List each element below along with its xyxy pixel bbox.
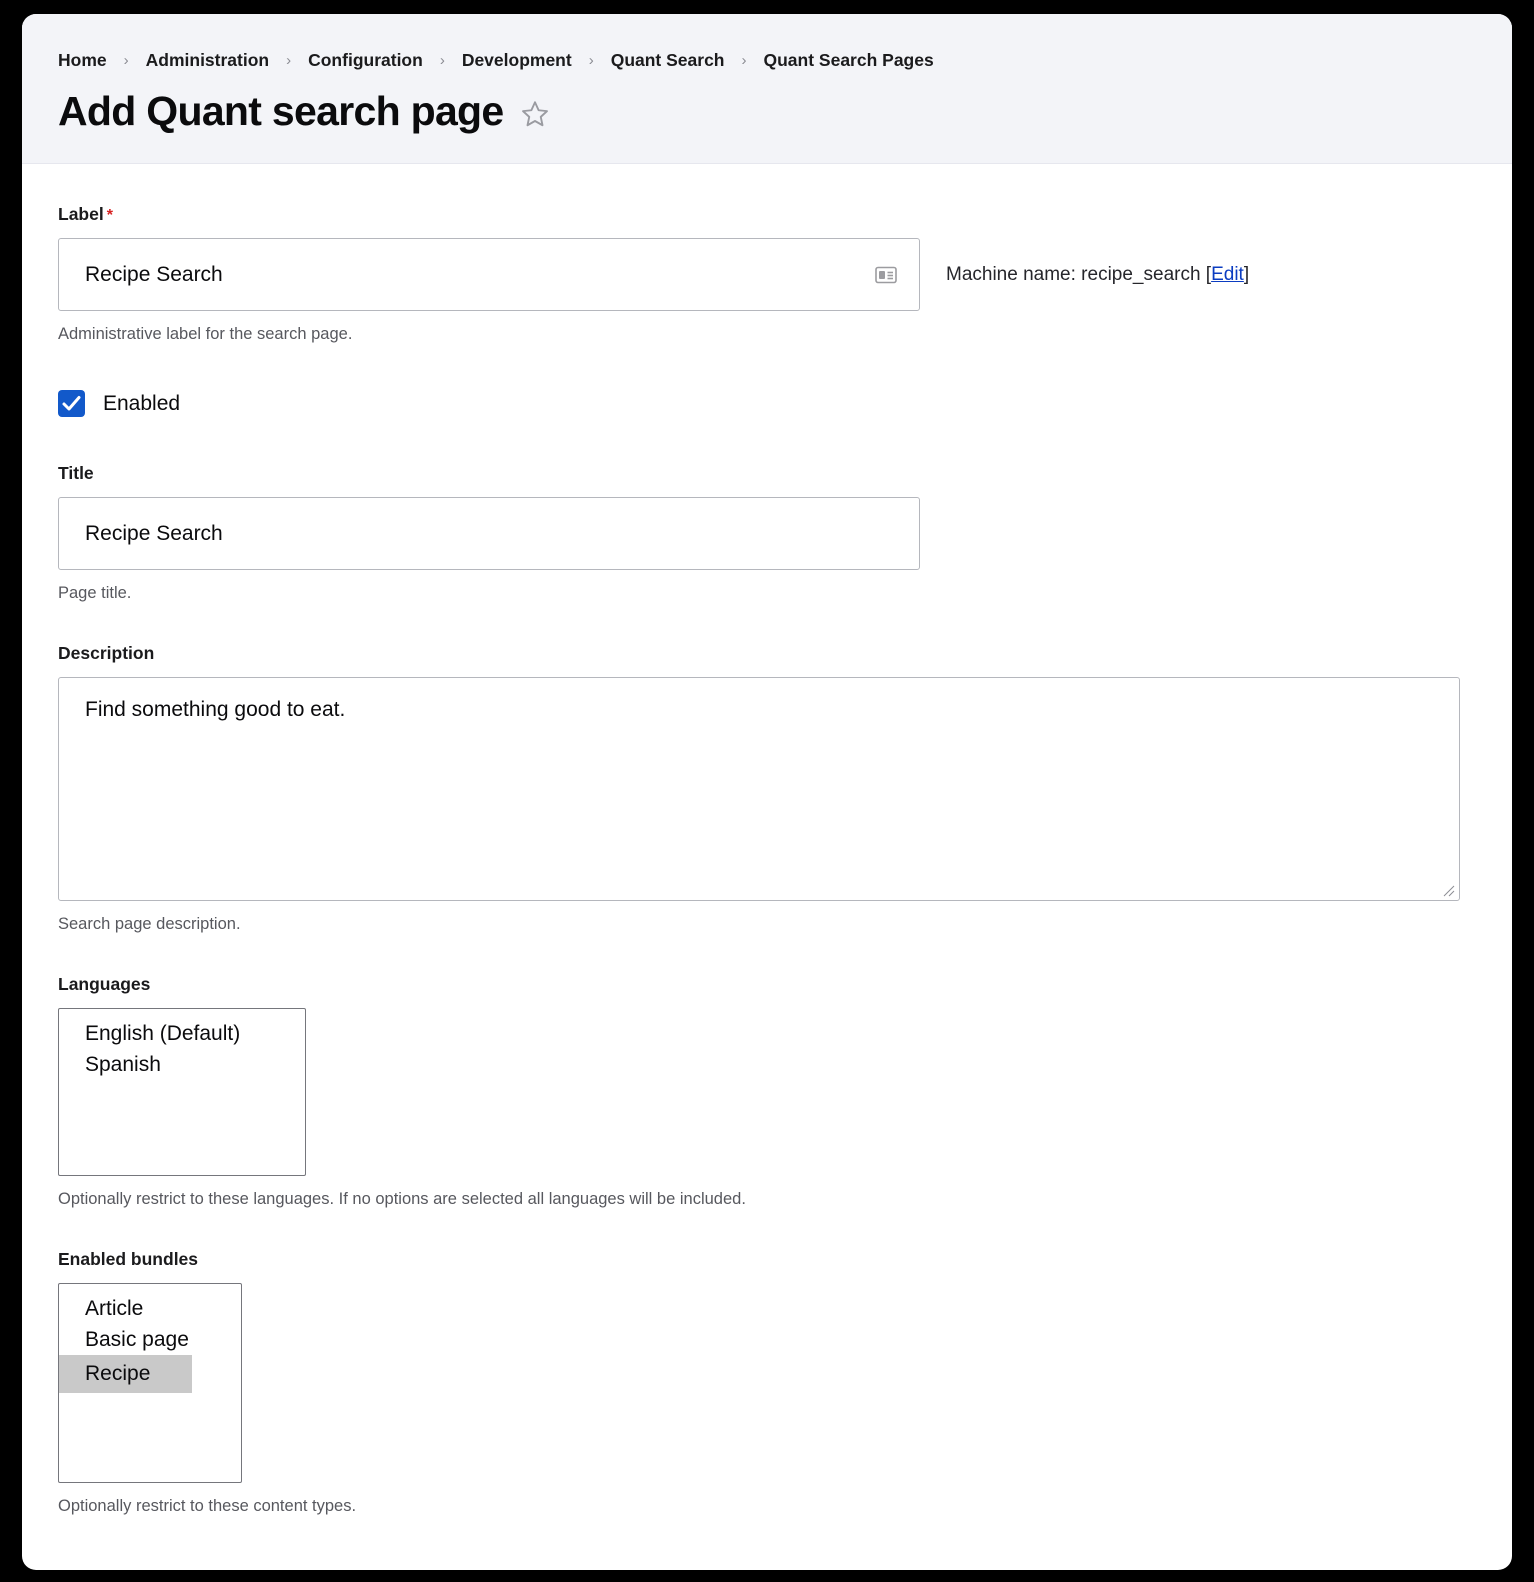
description-textarea-wrapper <box>58 677 1460 901</box>
id-card-icon <box>874 263 898 287</box>
machine-name-edit-link[interactable]: Edit <box>1211 263 1244 285</box>
breadcrumb-item-administration[interactable]: Administration <box>145 50 270 70</box>
list-item[interactable] <box>59 1018 305 1049</box>
breadcrumb <box>58 48 1476 73</box>
languages-field-label: Languages <box>58 974 151 995</box>
breadcrumb-item-quant-search[interactable]: Quant Search <box>610 50 725 70</box>
description-field-label: Description <box>58 643 155 664</box>
field-enabled[interactable] <box>58 390 1476 417</box>
machine-name-suffix: ] <box>1243 263 1250 285</box>
description-textarea[interactable] <box>58 677 1460 901</box>
bundles-help-text: Optionally restrict to these content types. <box>58 1497 357 1516</box>
star-icon[interactable] <box>520 99 550 129</box>
breadcrumb-separator-icon: › <box>123 52 129 69</box>
breadcrumb-separator-icon: › <box>286 52 292 69</box>
breadcrumb-separator-icon: › <box>588 52 594 69</box>
label-field-label <box>58 204 1476 225</box>
app-window <box>22 14 1512 1570</box>
bundles-listbox[interactable] <box>58 1283 242 1483</box>
breadcrumb-separator-icon: › <box>741 52 747 69</box>
bundles-field-label: Enabled bundles <box>58 1249 199 1270</box>
label-input[interactable] <box>58 238 920 311</box>
list-item[interactable] <box>59 1049 305 1080</box>
breadcrumb-item-development[interactable]: Development <box>461 50 572 70</box>
languages-listbox[interactable] <box>58 1008 306 1176</box>
bundles-option-article[interactable]: Article <box>85 1297 144 1321</box>
languages-help-text: Optionally restrict to these languages. If no options are selected all languages will be included. <box>58 1190 746 1209</box>
title-input[interactable] <box>58 497 920 570</box>
breadcrumb-separator-icon: › <box>439 52 445 69</box>
breadcrumb-item-quant-search-pages[interactable]: Quant Search Pages <box>763 50 934 70</box>
title-field-label: Title <box>58 463 94 484</box>
breadcrumb-item-home[interactable]: Home <box>58 50 107 70</box>
list-item[interactable] <box>59 1293 241 1324</box>
form-body <box>22 164 1512 1516</box>
field-description <box>58 643 1476 934</box>
page-header <box>22 14 1512 164</box>
machine-name <box>946 264 1249 286</box>
field-languages <box>58 974 1476 1209</box>
list-item[interactable] <box>59 1355 241 1392</box>
label-input-row <box>58 238 1476 311</box>
title-help-text: Page title. <box>58 584 132 603</box>
label-field-label-text: Label <box>58 204 104 225</box>
field-title <box>58 463 1476 603</box>
machine-name-text: Machine name: recipe_search [ <box>946 263 1212 285</box>
languages-option-spanish[interactable]: Spanish <box>85 1053 161 1077</box>
enabled-checkbox[interactable] <box>58 390 85 417</box>
field-label <box>58 204 1476 344</box>
enabled-checkbox-label: Enabled <box>103 391 181 415</box>
bundles-option-basic-page[interactable]: Basic page <box>85 1328 189 1352</box>
page-title-row <box>58 89 1476 133</box>
label-input-wrapper <box>58 238 920 311</box>
page-title: Add Quant search page <box>58 88 504 134</box>
list-item[interactable] <box>59 1324 241 1355</box>
languages-option-english[interactable]: English (Default) <box>85 1022 241 1046</box>
required-marker: * <box>106 207 113 225</box>
description-help-text: Search page description. <box>58 915 241 934</box>
breadcrumb-item-configuration[interactable]: Configuration <box>308 50 423 70</box>
field-bundles <box>58 1249 1476 1516</box>
label-help-text: Administrative label for the search page. <box>58 325 353 344</box>
bundles-option-recipe[interactable]: Recipe <box>59 1355 192 1392</box>
